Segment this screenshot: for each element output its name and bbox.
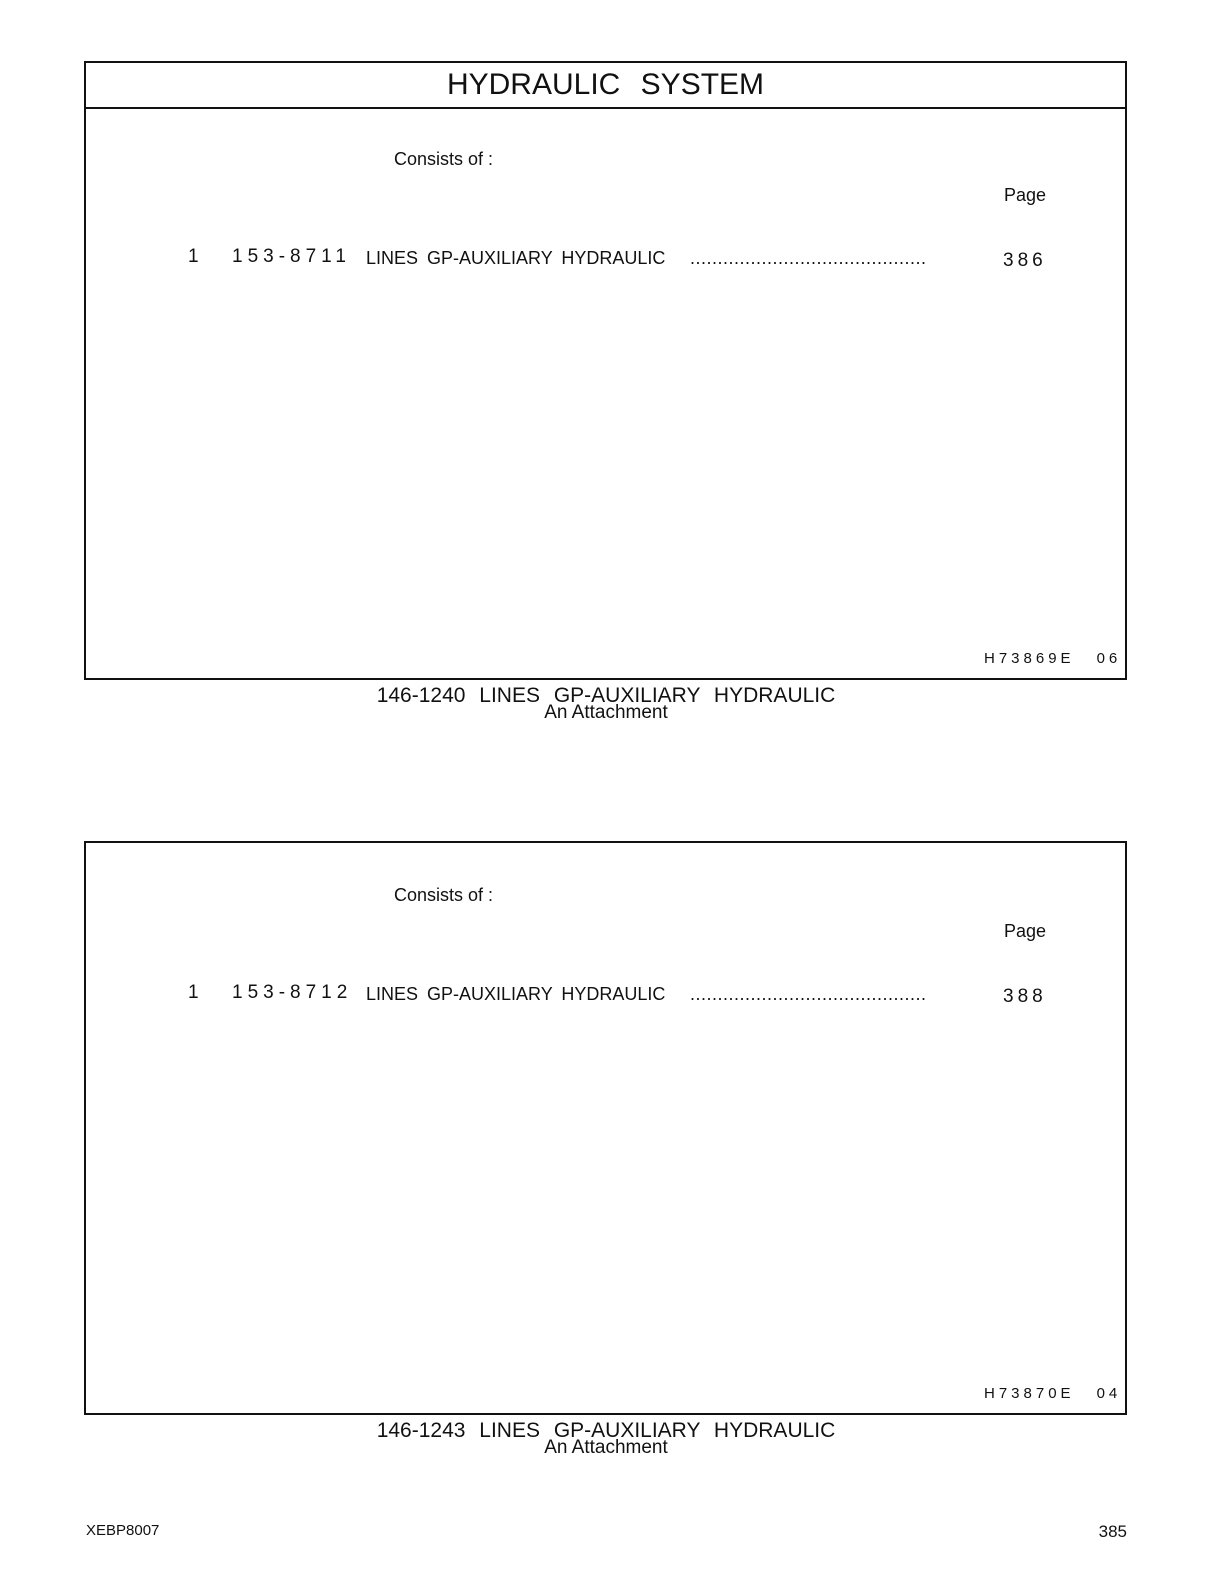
illustration-revision: 06: [1096, 650, 1122, 667]
illustration-id: H73869E: [984, 650, 1075, 667]
page-number: 385: [1098, 1522, 1127, 1541]
page-column-header: Page: [1004, 185, 1047, 205]
illustration-id: H73870E: [984, 1385, 1075, 1402]
consists-of-label: Consists of :: [394, 885, 494, 905]
item-quantity: 1: [188, 982, 199, 1003]
parts-panel-1: [84, 61, 1127, 680]
item-quantity: 1: [188, 246, 199, 267]
group-caption: 146-1243 LINES GP-AUXILIARY HYDRAULIC: [376, 1419, 836, 1442]
section-title: HYDRAULIC SYSTEM: [86, 63, 1125, 109]
illustration-reference: [984, 650, 1121, 667]
illustration-revision: 04: [1096, 1385, 1122, 1402]
dot-leader: ...........................................: [690, 248, 927, 268]
item-page-link[interactable]: 388: [1003, 986, 1047, 1007]
dot-leader: ...........................................: [690, 984, 927, 1004]
item-page-link[interactable]: 386: [1003, 250, 1047, 271]
group-subcaption: An Attachment: [544, 702, 668, 723]
group-caption: 146-1240 LINES GP-AUXILIARY HYDRAULIC: [376, 684, 836, 707]
document-number: XEBP8007: [86, 1522, 160, 1539]
parts-panel-2: [84, 841, 1127, 1415]
page-column-header: Page: [1004, 921, 1047, 941]
item-part-number: 153-8712: [232, 982, 353, 1003]
illustration-reference: [984, 1385, 1121, 1402]
consists-of-label: Consists of :: [394, 149, 494, 169]
item-description: LINES GP-AUXILIARY HYDRAULIC: [366, 984, 666, 1004]
item-description: LINES GP-AUXILIARY HYDRAULIC: [366, 248, 666, 268]
group-subcaption: An Attachment: [544, 1437, 668, 1458]
item-part-number: 153-8711: [232, 246, 351, 267]
